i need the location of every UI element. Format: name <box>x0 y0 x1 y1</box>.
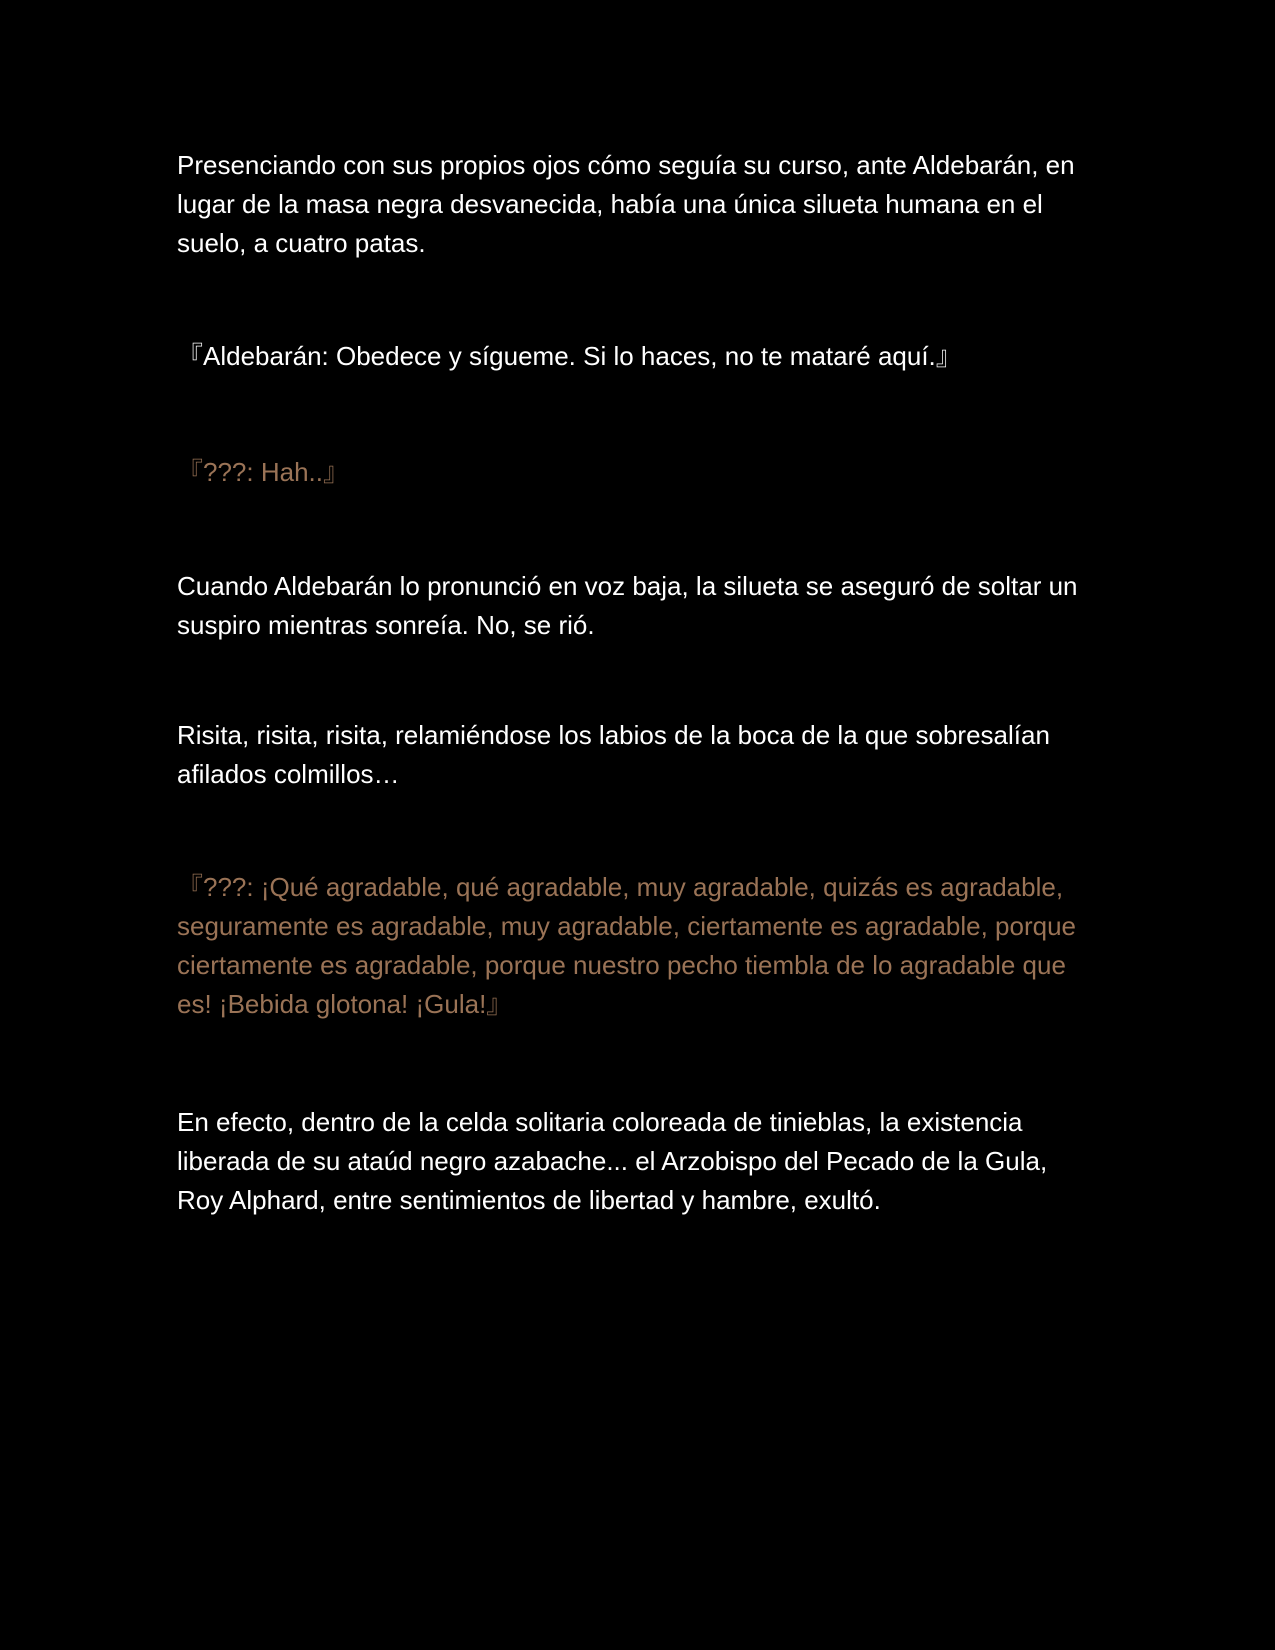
dialogue-aldebaran: 『Aldebarán: Obedece y sígueme. Si lo haces, no te mataré aquí.』 <box>177 341 962 371</box>
narration-paragraph-4: En efecto, dentro de la celda solitaria coloreada de tinieblas, la existencia liberada de su ataúd negro azabache... el Arzobispo del Pecado de la Gula, Roy Alphard, entre sentimientos de libertad y hambre, exultó. <box>177 1107 1048 1215</box>
narration-paragraph-2: Cuando Aldebarán lo pronunció en voz baja, la silueta se aseguró de soltar un suspiro mientras sonreía. No, se rió. <box>177 571 1078 640</box>
narration-paragraph-3: Risita, risita, risita, relamiéndose los labios de la boca de la que sobresalían afilados colmillos… <box>177 720 1050 789</box>
dialogue-unknown-1: 『???: Hah..』 <box>177 457 349 487</box>
dialogue-unknown-2: 『???: ¡Qué agradable, qué agradable, muy agradable, quizás es agradable, seguramente es agradable, muy agradable, ciertamente es agradable, porque ciertamente es agradable, porque nuestro pecho tiembla de lo agradable que es! ¡Bebida glotona! ¡Gula!』 <box>177 872 1077 1019</box>
narration-paragraph-1: Presenciando con sus propios ojos cómo seguía su curso, ante Aldebarán, en lugar de la masa negra desvanecida, había una única silueta humana en el suelo, a cuatro patas. <box>177 150 1075 258</box>
